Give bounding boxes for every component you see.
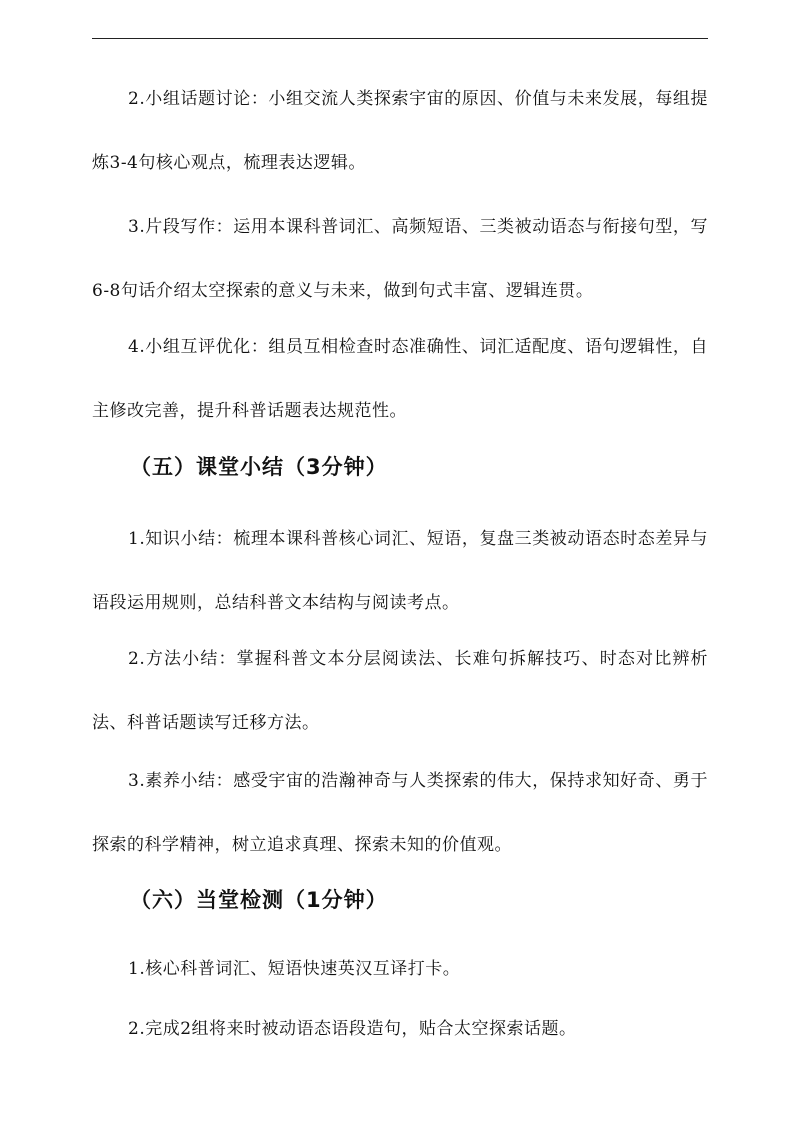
paragraph-peer-review: 4.小组互评优化：组员互相检查时态准确性、词汇适配度、语句逻辑性，自主修改完善，提升科普话题表达规范性。 xyxy=(92,337,708,421)
paragraph-fragment-writing: 3.片段写作：运用本课科普词汇、高频短语、三类被动语态与衔接句型，写6-8句话介绍太空探索的意义与未来，做到句式丰富、逻辑连贯。 xyxy=(92,217,708,301)
section-heading-summary: （五）课堂小结（3分钟） xyxy=(130,455,388,479)
paragraph-knowledge-summary: 1.知识小结：梳理本课科普核心词汇、短语，复盘三类被动语态时态差异与语段运用规则，总结科普文本结构与阅读考点。 xyxy=(92,529,708,613)
paragraph-literacy-summary: 3.素养小结：感受宇宙的浩瀚神奇与人类探索的伟大，保持求知好奇、勇于探索的科学精神，树立追求真理、探索未知的价值观。 xyxy=(92,771,708,855)
paragraph-method-summary: 2.方法小结：掌握科普文本分层阅读法、长难句拆解技巧、时态对比辨析法、科普话题读写迁移方法。 xyxy=(92,649,708,733)
header-rule xyxy=(92,38,708,39)
paragraph-group-discussion: 2.小组话题讨论：小组交流人类探索宇宙的原因、价值与未来发展，每组提炼3-4句核心观点，梳理表达逻辑。 xyxy=(92,89,708,173)
section-heading-check: （六）当堂检测（1分钟） xyxy=(130,888,388,912)
paragraph-check-2: 2.完成2组将来时被动语态语段造句，贴合太空探索话题。 xyxy=(128,1019,577,1039)
paragraph-check-1: 1.核心科普词汇、短语快速英汉互译打卡。 xyxy=(128,959,461,979)
